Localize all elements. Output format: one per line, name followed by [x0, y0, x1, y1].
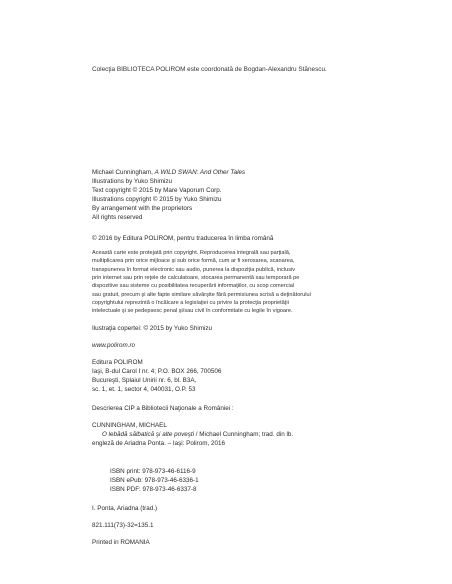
credit-line: Illustrations by Yuko Shimizu [92, 178, 173, 186]
translator-entry: I. Ponta, Ariadna (trad.) [92, 505, 158, 512]
legal-notice [92, 249, 311, 316]
cip-title: O lebădă sălbatică şi alte poveşti [102, 431, 195, 438]
cip-title-line-2: engleză de Ariadna Ponta. – Iaşi: Polirom, 2016 [92, 440, 226, 447]
address-line: sc. 1, et. 1, sector 4, 040031, O.P. 53 [92, 386, 196, 393]
isbn-line: ISBN ePub: 978-973-46-6336-1 [110, 477, 199, 484]
cip-block [92, 421, 293, 448]
isbn-line: ISBN PDF: 978-973-46-6337-8 [110, 486, 197, 493]
credit-line: Text copyright © 2015 by Mare Vaporum Corp. [92, 187, 222, 195]
cip-title-line [92, 430, 293, 439]
legal-line: prin internet sau prin reţele de calculatoare, stocarea permanentă sau temporară pe [92, 275, 300, 282]
address-line: Iaşi, B-dul Carol I nr. 4; P.O. BOX 266, 700506 [92, 368, 222, 375]
cip-heading: Descrierea CIP a Bibliotecii Naţionale a României : [92, 405, 234, 412]
cover-illustration-credit: Ilustraţia copertei: © 2015 by Yuko Shimizu [92, 325, 213, 332]
translation-copyright: © 2016 by Editura POLIROM, pentru traducerea în limba română [92, 235, 274, 242]
original-title: A WILD SWAN: And Other Tales [154, 169, 246, 176]
legal-line: transpunerea în format electronic sau audio, punerea la dispoziţia publică, inclusiv [92, 266, 296, 273]
legal-line: dispozitive sau sisteme cu posibilitatea recuperării informaţiilor, cu scop comercial [92, 283, 295, 290]
credit-line: By arrangement with the proprietors [92, 205, 193, 213]
legal-line: sau gratuit, precum şi alte fapte similare săvârşite fără permisiunea scrisă a deţinătorului [92, 291, 311, 298]
cip-title-rest: / Michael Cunningham; trad. din lb. [194, 431, 294, 438]
cip-author: CUNNINGHAM, MICHAEL [92, 422, 167, 429]
series-note: Colecţia BIBLIOTECA POLIROM este coordonată de Bogdan-Alexandru Stănescu. [92, 66, 327, 73]
classification: 821.111(73)-32=135.1 [92, 522, 154, 529]
legal-line: Această carte este protejată prin copyright. Reproducerea integrală sau parţială, [92, 250, 291, 256]
website-link[interactable] [92, 341, 135, 350]
address-line: Bucureşti, Splaiul Unirii nr. 6, bl. B3A, [92, 377, 197, 384]
credit-line: All rights reserved [92, 214, 143, 222]
isbn-block [92, 467, 199, 494]
publisher-block [92, 358, 221, 394]
author-prefix: Michael Cunningham, [92, 169, 155, 176]
publisher-name: Editura POLIROM [92, 359, 143, 366]
legal-line: copyrightului reprezintă o încălcare a legislaţiei cu privire la protecţia proprietăţii [92, 300, 289, 307]
credits-block [92, 168, 245, 223]
printed-in: Printed in ROMANIA [92, 539, 150, 546]
legal-line: multiplicarea prin orice mijloace şi sub orice formă, cum ar fi xeroxarea, scanarea, [92, 258, 295, 265]
isbn-line: ISBN print: 978-973-46-6116-9 [110, 468, 196, 475]
author-title-line [92, 168, 245, 177]
credit-line: Illustrations copyright © 2015 by Yuko Shimizu [92, 196, 222, 204]
legal-line: intelectuale şi se pedepsesc penal şi/sau civil în conformitate cu legile în vigoare. [92, 308, 293, 315]
website-text: www.polirom.ro [92, 342, 136, 349]
